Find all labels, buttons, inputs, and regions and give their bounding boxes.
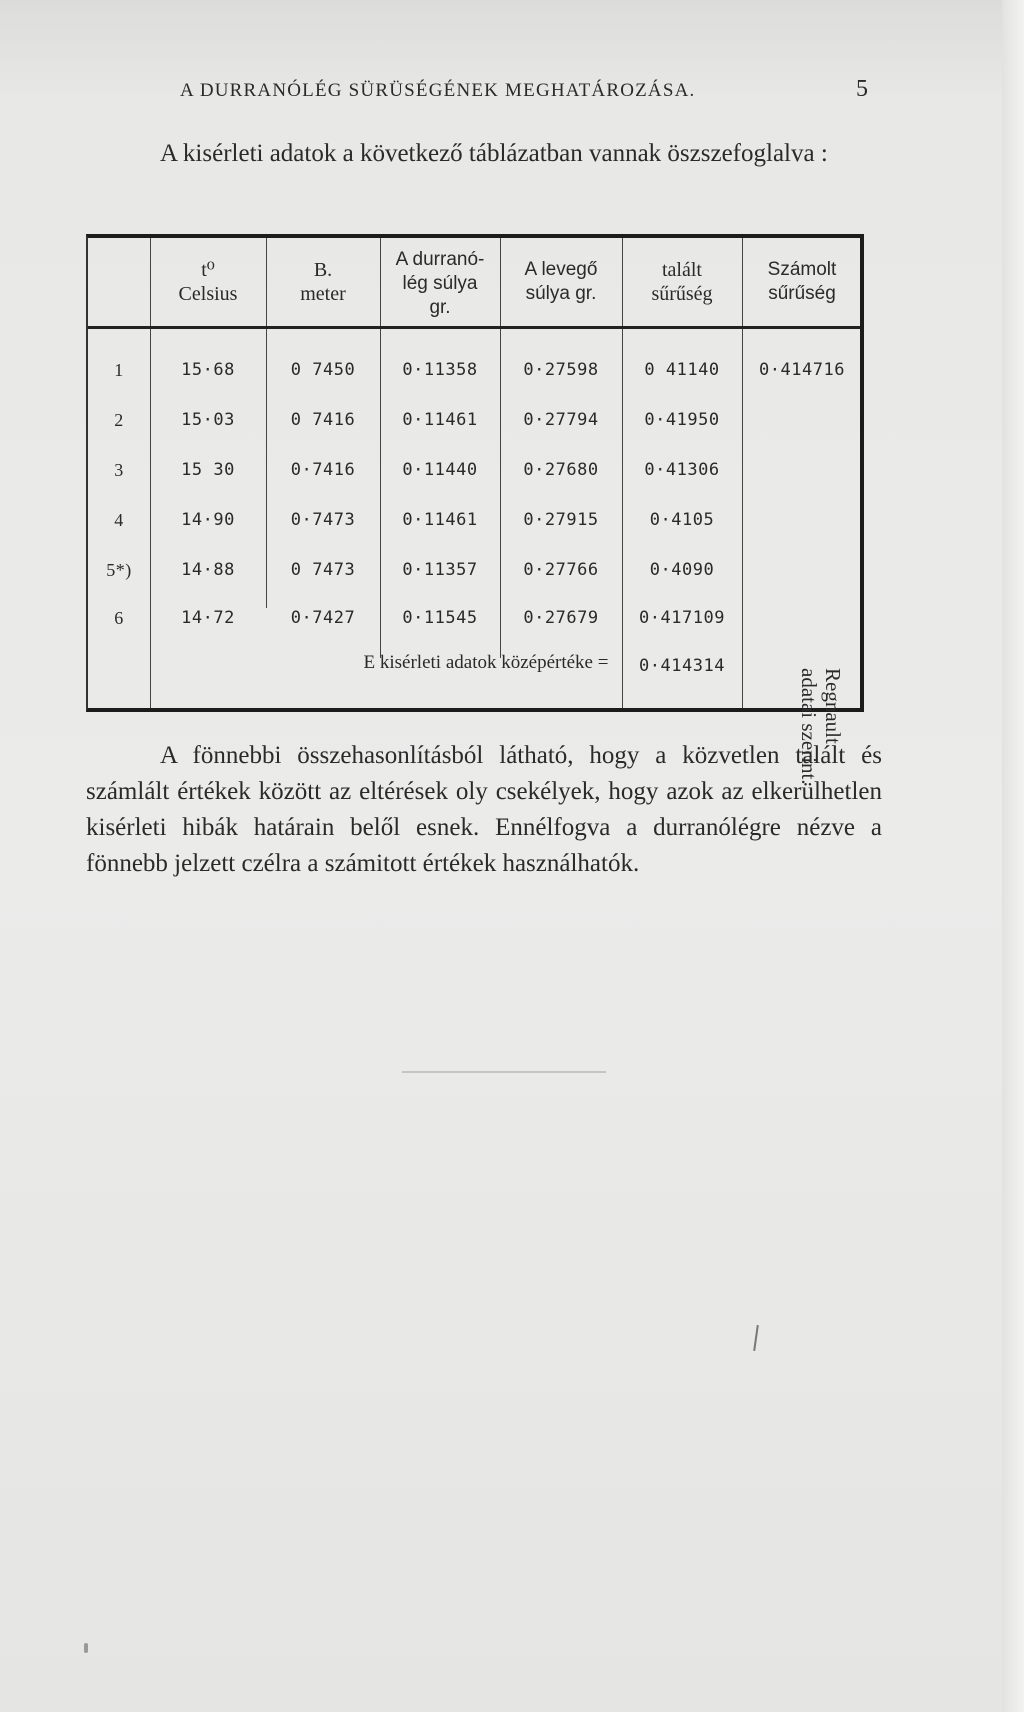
cell-gas-weight: 0·11545 [402,608,478,628]
intro-paragraph: A kisérleti adatok a következő táblázatban vannak öszszefoglalva : [160,140,828,167]
separator-line [402,1071,606,1073]
cell-found-density: 0·417109 [639,608,725,628]
header-found-density [622,258,742,306]
header-found-density-line2: sűrűség [651,283,713,305]
cell-found-density: 0·4090 [649,560,715,580]
conclusion-paragraph [86,738,882,882]
cell-found-density: 0 41140 [644,360,720,380]
row-number: 1 [114,360,124,380]
cell-air-weight: 0·27794 [523,410,599,430]
cell-temperature: 15·68 [181,360,235,380]
header-rule [88,326,860,329]
cell-gas-weight: 0·11461 [402,510,478,530]
cell-barometer: 0·7473 [290,510,356,530]
running-head: A DURRANÓLÉG SÜRÜSÉGÉNEK MEGHATÁROZÁSA. [180,80,696,101]
mean-value: 0·414314 [639,656,725,676]
cell-gas-weight: 0·11461 [402,410,478,430]
cell-air-weight: 0·27598 [523,360,599,380]
mean-label: E kisérleti adatok középértéke = [363,652,609,673]
header-computed-density [742,258,862,306]
cell-gas-weight: 0·11440 [402,460,478,480]
row-number: 6 [114,608,124,628]
header-gas-weight-line3: gr. [429,297,451,318]
header-found-density-line1: talált [662,259,702,281]
header-temperature [150,258,266,306]
cell-computed-density: 0·414716 [759,360,845,380]
cell-gas-weight: 0·11357 [402,560,478,580]
cell-barometer: 0 7416 [290,410,356,430]
header-barometer-unit: meter [300,283,346,305]
header-computed-density-line2: sűrűség [768,283,836,304]
cell-barometer: 0·7427 [290,608,356,628]
row-number: 3 [114,460,124,480]
header-air-weight [500,258,622,306]
cell-temperature: 14·72 [181,608,235,628]
cell-air-weight: 0·27679 [523,608,599,628]
cell-air-weight: 0·27680 [523,460,599,480]
row-number: 4 [114,510,124,530]
cell-air-weight: 0·27766 [523,560,599,580]
cell-barometer: 0·7416 [290,460,356,480]
scan-mark [84,1643,88,1653]
header-computed-density-line1: Számolt [767,259,837,280]
column-rule [742,238,743,708]
header-gas-weight-line2: lég súlya [402,273,478,294]
header-air-weight-line2: súlya gr. [525,283,597,304]
header-gas-weight [380,248,500,320]
data-table [86,234,864,785]
cell-air-weight: 0·27915 [523,510,599,530]
cell-temperature: 14·90 [181,510,235,530]
header-gas-weight-line1: A durranó- [395,249,485,270]
header-air-weight-line1: A levegő [524,259,598,280]
row-number: 5*) [106,560,132,580]
cell-temperature: 14·88 [181,560,235,580]
scan-mark [753,1325,759,1351]
cell-temperature: 15 30 [181,460,235,480]
page-number: 5 [856,76,868,102]
cell-found-density: 0·41306 [644,460,720,480]
cell-barometer: 0 7450 [290,360,356,380]
cell-gas-weight: 0·11358 [402,360,478,380]
side-label-line1: Regnault [821,668,845,744]
cell-temperature: 15·03 [181,410,235,430]
header-temperature-symbol: t⁰ [201,259,215,281]
cell-found-density: 0·41950 [644,410,720,430]
side-label-line2: adatai szerint. [797,668,821,785]
header-temperature-unit: Celsius [178,283,238,305]
page-edge-shadow [1002,0,1024,1712]
header-barometer-symbol: B. [313,259,333,281]
cell-barometer: 0 7473 [290,560,356,580]
row-number: 2 [114,410,124,430]
conclusion-text: A fönnebbi összehasonlításból látható, hogy a közvetlen talált és számlált értékek között az eltérések oly csekélyek, hogy azok az elkerülhetlen kisérleti hibák határain belől esnek. Ennélfogva a durranólégre nézve a fönnebb jelzett czélra a számitott értékek használhatók. [86,742,882,877]
cell-found-density: 0·4105 [649,510,715,530]
header-barometer [266,258,380,306]
